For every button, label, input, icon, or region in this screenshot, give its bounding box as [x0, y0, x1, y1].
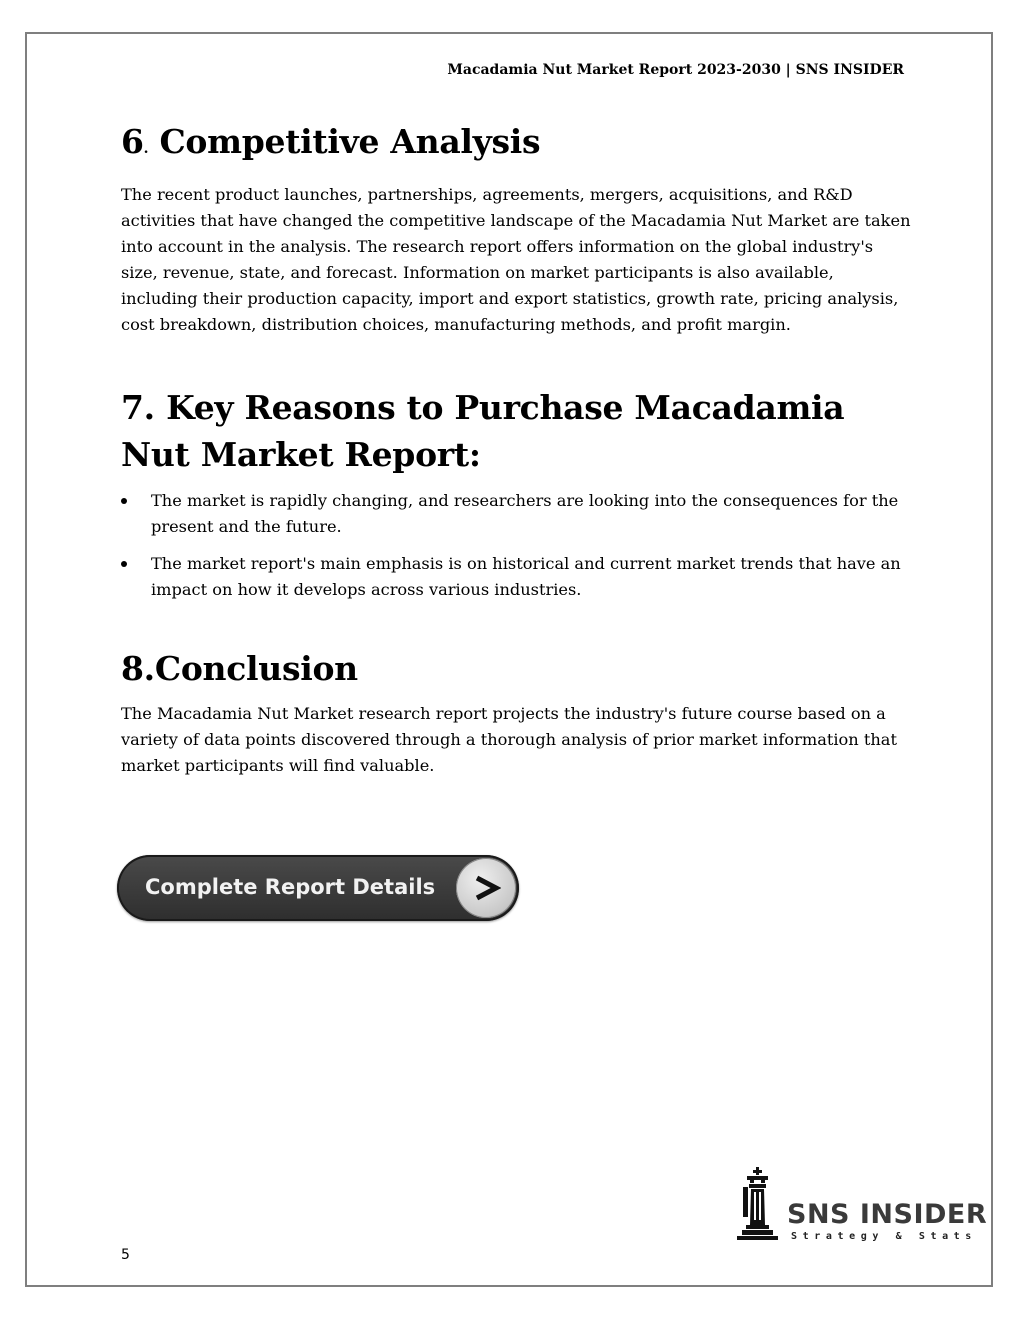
complete-report-details-button[interactable]	[117, 855, 519, 921]
bullet-icon	[121, 498, 127, 504]
section-number: 8.	[121, 649, 155, 688]
list-item-text: The market report's main emphasis is on historical and current market trends that have an impact on how it develops across various industries.	[151, 554, 901, 599]
section-heading	[121, 645, 911, 692]
document-content	[121, 118, 911, 779]
section-key-reasons	[121, 384, 911, 603]
section-competitive-analysis	[121, 118, 911, 338]
section-conclusion	[121, 645, 911, 779]
list-item-text: The market is rapidly changing, and researchers are looking into the consequences for the present and the future.	[151, 491, 899, 536]
section-title: Competitive Analysis	[159, 122, 541, 161]
page-number: 5	[121, 1247, 130, 1263]
section-body: The Macadamia Nut Market research report projects the industry's future course based on a variety of data points discovered through a thorough analysis of prior market information that market participants will find valuable.	[121, 704, 897, 775]
bullet-icon	[121, 561, 127, 567]
section-body: The recent product launches, partnerships, agreements, mergers, acquisitions, and R&D activities that have changed the competitive landscape of the Macadamia Nut Market are taken into account in the analysis. The research report offers information on the global industry's size, revenue, state, and forecast. Information on market participants is also available, including their production capacity, import and export statistics, growth rate, pricing analysis, cost breakdown, distribution choices, manufacturing methods, and profit margin.	[121, 185, 911, 334]
section-number: 6	[121, 122, 144, 161]
section-title: Key Reasons to Purchase Macadamia Nut Market Report:	[121, 388, 845, 474]
logo-tagline: Strategy & Stats	[791, 1231, 977, 1242]
section-heading	[121, 118, 911, 173]
reasons-list	[121, 488, 911, 603]
sns-insider-logo	[735, 1165, 988, 1247]
section-title: Conclusion	[154, 649, 358, 688]
running-header: Macadamia Nut Market Report 2023-2030 | SNS INSIDER	[447, 62, 904, 78]
chevron-right-icon[interactable]	[456, 858, 516, 918]
section-number: 7.	[121, 388, 155, 427]
button-label: Complete Report Details	[145, 875, 436, 899]
section-heading	[121, 384, 911, 478]
list-item	[121, 551, 911, 603]
logo-name: SNS INSIDER	[787, 1199, 988, 1230]
list-item	[121, 488, 911, 540]
section-number-separator: .	[143, 141, 149, 157]
